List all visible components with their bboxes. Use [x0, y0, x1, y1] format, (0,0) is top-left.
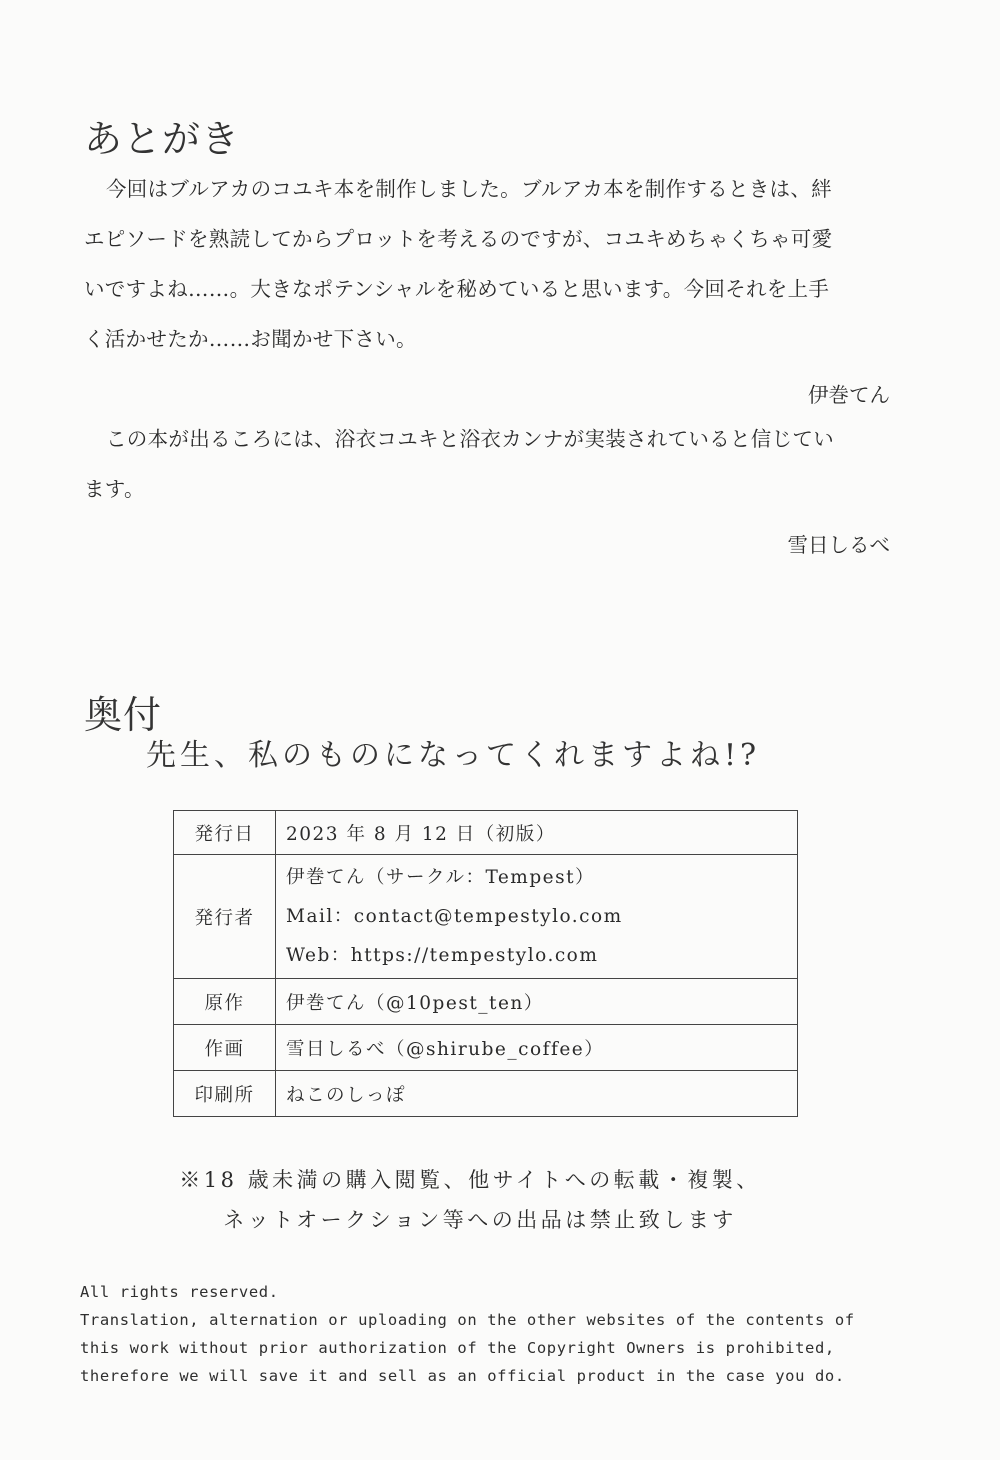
paragraph-line: この本が出るころには、浴衣コユキと浴衣カンナが実装されていると信じてい [106, 427, 834, 451]
original-author: 伊巻てん（@10pest_ten） [276, 979, 798, 1025]
printer-label: 印刷所 [174, 1071, 276, 1117]
printer: ねこのしっぽ [276, 1071, 798, 1117]
paragraph-line: エピソードを熟読してからプロットを考えるのですが、コユキめちゃくちゃ可愛 [84, 227, 833, 251]
notice-line: ※18 歳未満の購入閲覧、他サイトへの転載・複製、 [179, 1168, 761, 1192]
paragraph-line: 今回はブルアカのコユキ本を制作しました。ブルアカ本を制作するときは、絆 [106, 177, 832, 201]
publisher-cell [276, 855, 798, 979]
colophon-table [173, 810, 798, 1117]
paragraph-line: く活かせたか……お聞かせ下さい。 [84, 327, 417, 351]
table-row [174, 811, 798, 855]
afterword-paragraph-2 [84, 414, 896, 514]
rights-line: All rights reserved. [80, 1283, 279, 1301]
rights-line: Translation, alternation or uploading on the other websites of the contents of [80, 1311, 855, 1329]
copyright-notice [80, 1278, 910, 1390]
paragraph-line: いですよね……。大きなポテンシャルを秘めていると思います。今回それを上手 [84, 277, 830, 301]
rights-line: therefore we will save it and sell as an official product in the case you do. [80, 1367, 845, 1385]
table-row [174, 855, 798, 979]
table-row [174, 1025, 798, 1071]
issue-date: 2023 年 8 月 12 日（初版） [276, 811, 798, 855]
publisher-web: Web：https://tempestylo.com [286, 945, 599, 966]
art-label: 作画 [174, 1025, 276, 1071]
original-label: 原作 [174, 979, 276, 1025]
colophon-title: 奥付 [84, 693, 163, 737]
age-restriction-notice [0, 1160, 940, 1240]
publisher-label: 発行者 [174, 855, 276, 979]
signature-itomaki: 伊巻てん [808, 383, 890, 407]
paragraph-line: ます。 [84, 477, 145, 501]
book-title: 先生、私のものになってくれますよね!? [146, 738, 761, 773]
publisher-name: 伊巻てん（サークル：Tempest） [286, 867, 596, 888]
afterword-title: あとがき [84, 117, 241, 161]
table-row [174, 1071, 798, 1117]
artist: 雪日しるべ（@shirube_coffee） [276, 1025, 798, 1071]
table-row [174, 979, 798, 1025]
signature-yukihi: 雪日しるべ [787, 533, 890, 557]
notice-line: ネットオークション等への出品は禁止致します [223, 1208, 737, 1232]
publisher-mail: Mail：contact@tempestylo.com [286, 906, 623, 927]
rights-line: this work without prior authorization of the Copyright Owners is prohibited, [80, 1339, 835, 1357]
afterword-paragraph-1 [84, 164, 896, 364]
issue-date-label: 発行日 [174, 811, 276, 855]
